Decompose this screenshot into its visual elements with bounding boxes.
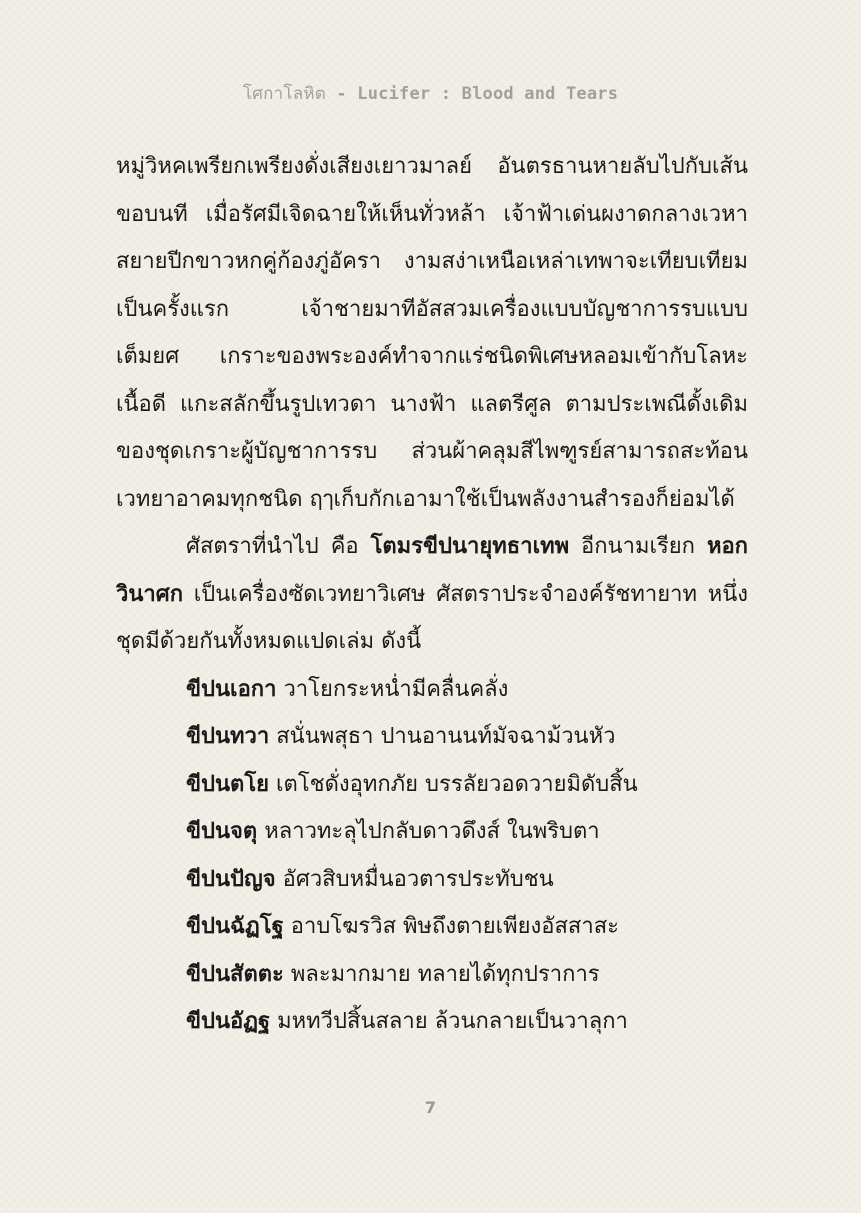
verse-line [116,903,748,951]
paragraph-line: เป็นครั้งแรก เจ้าชายมาทีอัสสวมเครื่องแบบบัญชาการรบแบบ [116,296,748,322]
header-english-title: Lucifer : Blood and Tears [357,84,619,104]
verse-line [116,998,748,1046]
verse-text: อาบโฆรวิส พิษถึงตายเพียงอัสสาสะ [283,914,619,939]
verse-text: วาโยกระหน่ำมีคลื่นคลั่ง [276,676,509,702]
verse-title: ขีปนฉัฏโฐ [186,914,284,939]
verse-line [116,808,748,856]
verse-line [116,856,748,904]
running-header [0,80,861,107]
verse-line [116,666,748,714]
verse-title: ขีปนเอกา [186,676,277,702]
weapon-name: โตมรขีปนายุทธาเทพ [370,534,570,559]
paragraph-line: ชุดมีด้วยกันทั้งหมดแปดเล่ม ดังนี้ [116,629,422,654]
header-separator: - [325,84,358,104]
page-number: 7 [424,1098,437,1117]
verse-text: หลาวทะลุไปกลับดาวดึงส์ ในพริบตา [257,819,600,844]
verse-text: มหทวีปสิ้นสลาย ล้วนกลายเป็นวาลุกา [270,1009,628,1034]
paragraph-line: สยายปีกขาวหกคู่ก้องภู่อัครา งามสง่าเหนือเหล่าเทพาจะเทียบเทียม [116,249,748,274]
paragraph-line: ขอบนที เมื่อรัศมีเจิดฉายให้เห็นทั่วหล้า เจ้าฟ้าเด่นผงาดกลางเวหา [116,201,748,227]
text-segment: เป็นเครื่องซัดเวทยาวิเศษ ศัสตราประจำองค์รัชทายาท หนึ่ง [183,581,748,607]
verse-text: เตโชดั่งอุทกภัย บรรลัยวอดวายมิดับสิ้น [269,771,638,797]
weapon-alias: วินาศก [116,581,184,607]
verse-line [116,761,748,809]
verse-title: ขีปนปัญจ [186,866,276,892]
paragraph-line: เนื้อดี แกะสลักขึ้นรูปเทวดา นางฟ้า แลตรีศูล ตามประเพณีดั้งเดิม [116,391,748,417]
verse-title: ขีปนอัฏฐ [186,1009,271,1034]
weapon-alias: หอก [706,534,748,559]
text-segment: ศัสตราที่นำไป คือ [186,534,371,559]
paragraph-line [116,523,748,571]
verse-text: พละมากมาย ทลายได้ทุกปราการ [283,961,600,987]
verse-title: ขีปนสัตตะ [186,961,284,987]
verse-title: ขีปนจตุ [186,819,258,844]
verse-title: ขีปนทวา [186,724,270,749]
verse-line [116,713,748,761]
verse-text: สนั่นพสุธา ปานอานนท์มัจฉาม้วนหัว [269,724,616,749]
verse-text: อัศวสิบหมื่นอวตารประทับชน [275,866,554,892]
paragraph-line: ของชุดเกราะผู้บัญชาการรบ ส่วนผ้าคลุมสีไพฑูรย์สามารถสะท้อน [116,439,748,464]
paragraph-line [116,571,748,619]
text-segment: อีกนามเรียก [569,534,707,559]
paragraph-line: หมู่วิหคเพรียกเพรียงดั่งเสียงเยาวมาลย์ อันตรธานหายลับไปกับเส้น [116,154,748,179]
chapter-body [116,143,748,1046]
verse-line [116,951,748,999]
paragraph-line: เวทยาอาคมทุกชนิด ฤๅเก็บกักเอามาใช้เป็นพลังงานสำรองก็ย่อมได้ [116,486,735,512]
paragraph-line: เต็มยศ เกราะของพระองค์ทำจากแร่ชนิดพิเศษหลอมเข้ากับโลหะ [116,344,748,369]
header-thai-title: โศกาโลหิต [242,84,326,104]
verse-title: ขีปนตโย [186,771,270,797]
